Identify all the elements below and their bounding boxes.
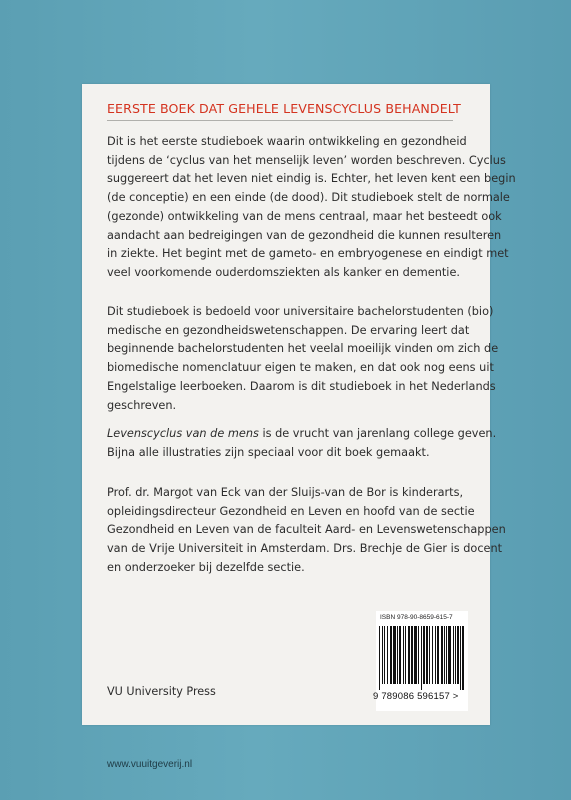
text-line: suggereert dat het leven niet eindig is. Echter, het leven kent een begin — [107, 172, 516, 186]
text-line: Dit is het eerste studieboek waarin ontwikkeling en gezondheid — [107, 135, 467, 148]
barcode-bar — [379, 626, 380, 690]
barcode-bar — [382, 626, 383, 684]
barcode-bar — [384, 626, 385, 684]
paragraph-origin — [107, 425, 497, 462]
barcode-bar — [453, 626, 454, 684]
barcode-bar — [444, 626, 445, 684]
barcode-bar — [405, 626, 406, 684]
text-line: Gezondheid en Leven van de faculteit Aard- en Levenswetenschappen — [107, 523, 506, 537]
text-line: aandacht aan bedreigingen van de gezondheid die kunnen resulteren — [107, 228, 502, 242]
barcode-bar — [437, 626, 439, 684]
barcode-bar — [387, 626, 388, 684]
barcode-bar — [393, 626, 396, 684]
text-line: opleidingsdirecteur Gezondheid en Leven en hoofd van de sectie — [107, 504, 475, 518]
text-line: van de Vrije Universiteit in Amsterdam. Drs. Brechje de Gier is docent — [107, 542, 503, 556]
text-line: Engelstalige leerboeken. Daarom is dit studieboek in het Nederlands — [107, 379, 496, 393]
barcode-bar — [429, 626, 430, 684]
text-fragment: is de vrucht van jarenlang college geven. — [258, 427, 497, 440]
text-line: (gezonde) ontwikkeling van de mens centraal, maar het besteedt ook — [107, 209, 502, 223]
text-line: beginnende bachelorstudenten het veelal moeilijk vinden om zich de — [107, 342, 499, 356]
barcode-bar — [432, 626, 433, 684]
barcode-bar — [411, 626, 413, 684]
barcode-bar — [426, 626, 428, 684]
barcode-bar — [448, 626, 451, 684]
isbn-label: ISBN 978-90-8659-615-7 — [380, 614, 453, 621]
paragraph-audience — [107, 303, 499, 415]
text-line: Dit studieboek is bedoeld voor universitaire bachelorstudenten (bio) — [107, 305, 494, 318]
text-line: in ziekte. Het begint met de gameto- en embryogenese en eindigt met — [107, 247, 509, 261]
text-line: tijdens de ‘cyclus van het menselijk leven’ worden beschreven. Cyclus — [107, 153, 506, 167]
barcode-bar — [418, 626, 419, 684]
text-line: (de conceptie) en een einde (de dood). Dit studieboek stelt de normale — [107, 191, 510, 205]
heading-divider — [107, 120, 453, 121]
text-line — [107, 425, 497, 444]
book-title-italic: Levenscyclus van de mens — [107, 427, 259, 440]
barcode-bar — [414, 626, 417, 684]
barcode-bar — [403, 626, 404, 684]
text-line: veel voorkomende ouderdomsziekten als kanker en dementie. — [107, 265, 460, 279]
text-line: en onderzoeker bij dezelfde sectie. — [107, 560, 305, 574]
barcode-bar — [399, 626, 401, 684]
text-line: Bijna alle illustraties zijn speciaal voor dit boek gemaakt. — [107, 445, 430, 459]
barcode-bar — [397, 626, 398, 684]
barcode-bar — [390, 626, 392, 684]
cover-heading: EERSTE BOEK DAT GEHELE LEVENSCYCLUS BEHANDELT — [107, 101, 461, 116]
barcode-bar — [423, 626, 425, 684]
barcode-bar — [408, 626, 410, 684]
barcode — [379, 626, 465, 690]
text-line: geschreven. — [107, 398, 177, 412]
publisher-name: VU University Press — [107, 685, 216, 698]
paragraph-intro — [107, 133, 516, 283]
paragraph-authors — [107, 484, 506, 578]
barcode-bar — [441, 626, 443, 684]
barcode-bar — [446, 626, 447, 684]
text-line: medische en gezondheidswetenschappen. De ervaring leert dat — [107, 323, 470, 337]
publisher-website: www.vuuitgeverij.nl — [107, 759, 193, 770]
barcode-bar — [457, 626, 459, 684]
barcode-digits: 9 789086 596157 > — [373, 691, 459, 702]
barcode-bar — [460, 626, 461, 690]
barcode-bar — [435, 626, 436, 684]
text-line: Prof. dr. Margot van Eck van der Sluijs-van de Bor is kinderarts, — [107, 486, 464, 499]
text-line: biomedische nomenclatuur eigen te maken, en dat ook nog eens uit — [107, 361, 494, 375]
barcode-bar — [462, 626, 464, 690]
barcode-bar — [455, 626, 456, 684]
barcode-bar — [421, 626, 422, 690]
